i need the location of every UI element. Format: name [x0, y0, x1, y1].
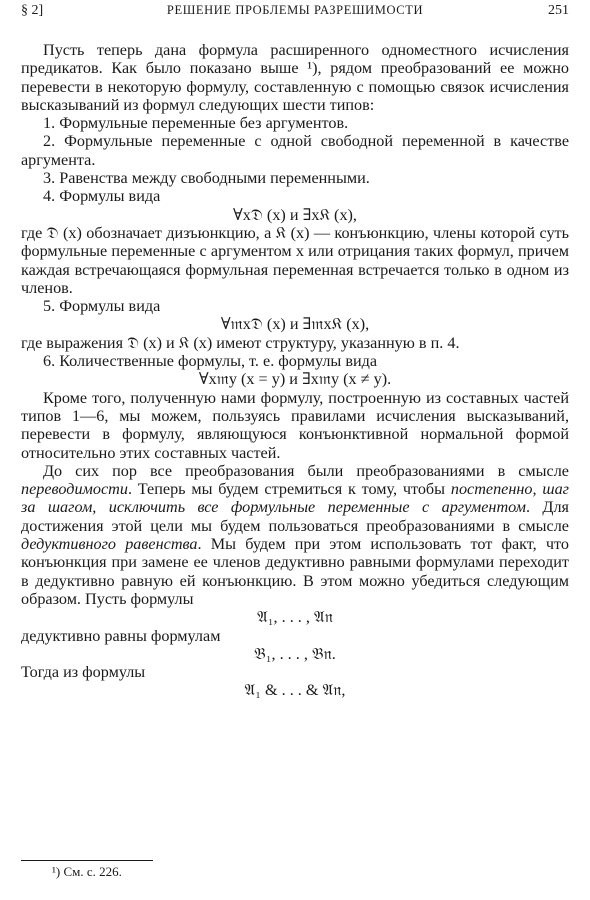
display-formula: 𝔄₁ & . . . & 𝔄𝔫,	[244, 681, 346, 700]
list-item: 5. Формулы вида	[43, 297, 161, 316]
section-marker: § 2]	[21, 3, 44, 18]
paragraph: Тогда из формулы	[21, 663, 146, 682]
display-formula: ∀x𝔪y (x = y) и ∃x𝔪y (x ≠ y).	[198, 370, 392, 389]
display-formula: 𝔅₁, . . . , 𝔅𝔫.	[254, 644, 336, 663]
body-text	[21, 41, 569, 700]
paragraph: где выражения 𝔇 (x) и 𝔎 (x) имеют структуру, указанную в п. 4.	[21, 333, 460, 352]
emphasis: дедуктивного равенства	[21, 535, 198, 554]
text-run: . Для достижения этой цели мы будем пользоваться преобразованиями в смысле	[21, 498, 569, 535]
running-header	[21, 3, 569, 23]
list-item: 6. Количественные формулы, т. е. формулы вида	[43, 352, 378, 371]
text-run: До сих пор все преобразования были преобразованиями в смысле	[43, 461, 569, 480]
paragraph	[21, 462, 569, 608]
text-run: . Теперь мы будем стремиться к тому, чтобы	[127, 480, 451, 499]
running-title: РЕШЕНИЕ ПРОБЛЕМЫ РАЗРЕШИМОСТИ	[166, 3, 424, 17]
list-item: 3. Равенства между свободными переменными.	[43, 169, 370, 188]
display-formula: ∀𝔪x𝔇 (x) и ∃𝔪x𝔎 (x),	[220, 315, 370, 334]
footnote-rule	[21, 860, 153, 861]
text-run: . Мы будем при этом использовать тот факт, что конъюнкция при замене ее членов дедуктивно равными формулами переходит в дедуктивно равную ей конъюнкцию. В этом можно убедиться следующим образом. Пусть формулы	[21, 535, 569, 608]
paragraph: Пусть теперь дана формула расширенного одноместного исчисления предикатов. Как было показано выше ¹), рядом преобразований ее можно перевести в некоторую формулу, составленную с помощью связок исчисления высказываний из формул следующих шести типов:	[21, 41, 569, 114]
list-item: 2. Формульные переменные с одной свободной переменной в качестве аргумента.	[21, 132, 569, 169]
footnote: ¹) См. с. 226.	[52, 864, 122, 879]
display-formula: 𝔄₁, . . . , 𝔄𝔫	[257, 608, 333, 627]
paragraph: где 𝔇 (x) обозначает дизъюнкцию, а 𝔎 (x) — конъюнкцию, члены которой суть формульные переменные с аргументом x или отрицания таких формул, причем каждая встречающаяся формульная переменная встречается только в одном из членов.	[21, 223, 569, 297]
emphasis: переводимости	[21, 480, 128, 499]
display-formula: ∀x𝔇 (x) и ∃x𝔎 (x),	[233, 205, 357, 224]
list-item: 4. Формулы вида	[43, 187, 161, 206]
emphasis: постепенно, шаг за шагом, исключить все формульные переменные с аргументом	[21, 480, 569, 517]
paragraph: Кроме того, полученную нами формулу, построенную из составных частей типов 1—6, мы можем, пользуясь правилами исчисления высказываний, перевести в формулу, являющуюся конъюнктивной нормальной формой относительно этих составных частей.	[21, 388, 569, 462]
list-item: 1. Формульные переменные без аргументов.	[43, 114, 349, 133]
page-number: 251	[548, 3, 569, 18]
paragraph: дедуктивно равны формулам	[21, 626, 221, 645]
